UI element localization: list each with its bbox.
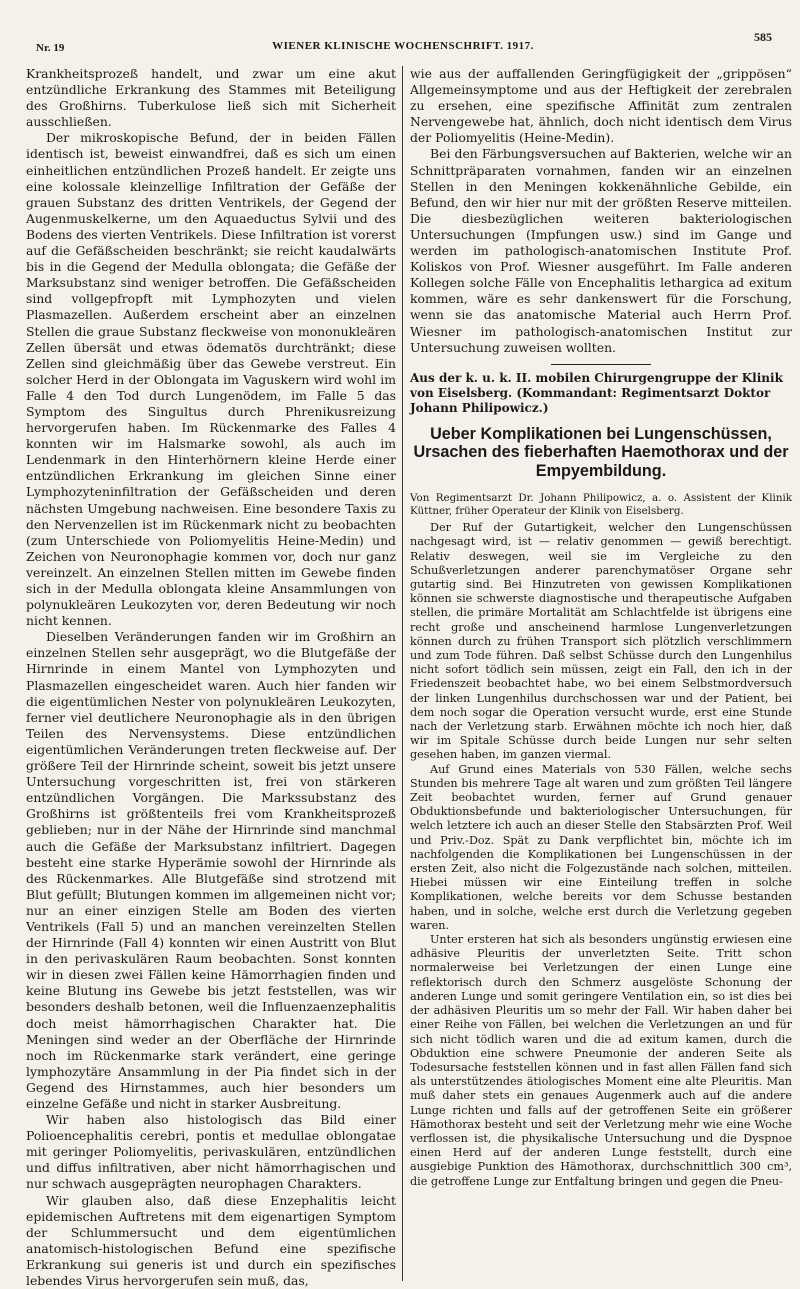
- paragraph: wie aus der auffallenden Geringfügigkeit der „grippösen“ Allgemeinsymptome und aus der Heftigkeit der zerebralen zu ersehen, eine spezifische Affinität zum zentralen Nervengewebe hat, ähnlich, doch nicht identisch dem Virus der Poliomyelitis (Heine-Medin).: [410, 66, 792, 146]
- paragraph: Auf Grund eines Materials von 530 Fällen, welche sechs Stunden bis mehrere Tage alt waren und zum größten Teil längere Zeit beobachtet wurden, ferner auf Grund genauer Obduktionsbefunde und bakteriologischer Untersuchungen, für welch letztere ich auch an dieser Stelle den Stabsärzten Prof. Weil und Priv.-Doz. Spät zu Dank verpflichtet bin, möchte ich im nachfolgenden die Komplikationen bei Lungenschüssen in der ersten Zeit, also nicht die Folgezustände nach solchen, mitteilen. Hiebei müssen wir eine Einteilung treffen in solche Komplikationen, welche bereits vor dem Schusse bestanden haben, und in solche, welche erst durch die Verletzung gegeben waren.: [410, 762, 792, 932]
- paragraph: Dieselben Veränderungen fanden wir im Großhirn an einzelnen Stellen sehr ausgeprägt, wo die Blutgefäße der Hirnrinde in einem Mantel von Lymphozyten und Plasmazellen eingescheidet waren. Auch hier fanden wir die eigentümlichen Nester von polynukleären Leukozyten, ferner viel deutlichere Neuronophagie als in den übrigen Teilen des Nervensystems. Diese entzündlichen eigentümlichen Veränderungen treten fleckweise auf. Der größere Teil der Hirnrinde scheint, soweit bis jetzt unsere Untersuchung vorgeschritten ist, frei von stärkeren entzündlichen Vorgängen. Die Markssubstanz des Großhirns ist größtenteils frei vom Krankheitsprozeß geblieben; nur in der Nähe der Hirnrinde sind manchmal auch die Gefäße der Marksubstanz infiltriert. Dagegen besteht eine starke Hyperämie sowohl der Hirnrinde als des Rückenmarkes. Alle Blutgefäße sind strotzend mit Blut gefüllt; Blutungen kommen im allgemeinen nicht vor; nur an einer einzigen Stelle am Boden des vierten Ventrikels (Fall 5) und an manchen vereinzelten Stellen der Hirnrinde (Fall 4) konnten wir einen Austritt von Blut in den perivaskulären Raum beobachten. Sonst konnten wir in diesen zwei Fällen keine Hämorrhagien finden und keine Blutung ins Gewebe bis jetzt feststellen, was wir besonders deshalb betonen, weil die Influenzaenzephalitis doch meist hämorrhagischen Charakter hat. Die Meningen sind weder an der Oberfläche der Hirnrinde noch im Rückenmarke stark verändert, eine geringe lymphozytäre Ansammlung in der Pia findet sich in der Gegend des Hirnstammes, auch hier besonders um einzelne Gefäße und nicht in starker Ausbreitung.: [26, 629, 396, 1111]
- paragraph: Unter ersteren hat sich als besonders ungünstig erwiesen eine adhäsive Pleuritis der unverletzten Seite. Tritt schon normalerweise bei Verletzungen der einen Lunge eine reflektorisch durch den Schmerz ausgelöste Schonung der anderen Lunge und somit geringere Ventilation ein, so ist dies bei der adhäsiven Pleuritis um so mehr der Fall. Wir haben daher bei einer Reihe von Fällen, bei welchen die Verletzungen an und für sich nicht tödlich waren und die ad exitum kamen, durch die Obduktion eine schwere Pneumonie der anderen Seite als Todesursache feststellen können und in fast allen Fällen fand sich als unterstützendes ätiologisches Moment eine alte Pleuritis. Man muß daher stets ein genaues Augenmerk auch auf die andere Lunge richten und falls auf der getroffenen Seite ein größerer Hämothorax besteht und seit der Verletzung mehr wie eine Woche verflossen ist, die physikalische Untersuchung und die Dyspnoe einen Herd auf der anderen Lunge feststellt, durch eine ausgiebige Punktion des Hämothorax, durchschnittlich 300 cm³, die getroffene Lunge zur Entfaltung bringen und gegen die Pneu-: [410, 933, 792, 1188]
- paragraph: Bei den Färbungsversuchen auf Bakterien, welche wir an Schnittpräparaten vornahmen, fanden wir an einzelnen Stellen in den Meningen kokkenähnliche Gebilde, ein Befund, den wir hier nur mit der größten Reserve mitteilen. Die diesbezüglichen weiteren bakteriologischen Untersuchungen (Impfungen usw.) sind im Gange und werden im pathologisch-anatomischen Institute Prof. Koliskos von Prof. Wiesner ausgeführt. Im Falle anderen Kollegen solche Fälle von Encephalitis lethargica ad exitum kommen, wäre es sehr dankenswert für die Forschung, wenn sie das anatomische Material auch Herrn Prof. Wiesner im pathologisch-anatomischen Institut zur Untersuchung zuweisen wollten.: [410, 146, 792, 355]
- page-number: 585: [754, 30, 772, 44]
- section-separator: [551, 364, 651, 365]
- text-columns: [26, 66, 792, 1289]
- issue-number: Nr. 19: [36, 42, 65, 54]
- paragraph: Der mikroskopische Befund, der in beiden Fällen identisch ist, beweist einwandfrei, daß es sich um einen einheitlichen entzündlichen Prozeß handelt. Er zeigte uns eine kolossale kleinzellige Infiltration der Gefäße der grauen Substanz des dritten Ventrikels, der Gegend der Augenmuskelkerne, um den Aquaeductus Sylvii und des Bodens des vierten Ventrikels. Diese Infiltration ist vorerst auf die Gefäßscheiden beschränkt; sie reicht kaudalwärts bis in die Gegend der Medulla oblongata; die Gefäße der Marksubstanz sind weniger betroffen. Die Gefäßscheiden sind vollgepfropft mit Lymphozyten und vielen Plasmazellen. Außerdem erscheint aber an einzelnen Stellen die graue Substanz fleckweise von mononukleären Zellen übersät und etwas ödematös durchtränkt; diese Zellen sind gleichmäßig über das Gewebe verstreut. Ein solcher Herd in der Oblongata im Vaguskern wird wohl im Falle 4 den Tod durch Lungenödem, im Falle 5 das Symptom des Singultus durch Phrenikusreizung hervorgerufen haben. Im Rückenmarke des Falles 4 konnten wir im Halsmarke sowohl, als auch im Lendenmark in den Hinterhörnern kleine Herde einer entzündlichen Erkrankung im gleichen Sinne einer Lymphozyteninfiltration der Gefäßscheiden und deren nächsten Umgebung nachweisen. Eine besondere Taxis zu den Nervenzellen ist im Rückenmark nicht zu beobachten (zum Unterschiede von Poliomyelitis Heine-Medin) und Zeichen von Neuronophagie kommen vor, doch nur ganz vereinzelt. An einzelnen Stellen mitten im Gewebe finden sich in der Medulla oblongata kleine Ansammlungen von polynukleären Leukozyten vor, deren Bedeutung wir noch nicht kennen.: [26, 130, 396, 629]
- article-byline: Von Regimentsarzt Dr. Johann Philipowicz, a. o. Assistent der Klinik Küttner, früher Operateur der Klinik von Eiselsberg.: [410, 492, 792, 517]
- paragraph: Wir glauben also, daß diese Enzephalitis leicht epidemischen Auftretens mit dem eigenartigen Symptom der Schlummersucht und dem eigentümlichen anatomisch-histologischen Befund eine spezifische Erkrankung sui generis ist und durch ein spezifisches lebendes Virus hervorgerufen sein muß, das,: [26, 1192, 396, 1289]
- section-header: Aus der k. u. k. II. mobilen Chirurgengruppe der Klinik von Eiselsberg. (Kommandant: Regimentsarzt Doktor Johann Philipowicz.): [410, 370, 783, 415]
- right-column: [410, 66, 792, 1281]
- article-title: Ueber Komplikationen bei Lungenschüssen, Ursachen des fieberhaften Haemothorax und der Empyembildung.: [413, 424, 789, 480]
- paragraph: Wir haben also histologisch das Bild einer Polioencephalitis cerebri, pontis et medullae oblongatae mit geringer Poliomyelitis, perivaskulären, entzündlichen und diffus infiltrativen, aber nicht hämorrhagischen und nur schwach ausgeprägten neurophagen Charakters.: [26, 1112, 396, 1192]
- paragraph: Krankheitsprozeß handelt, und zwar um eine akut entzündliche Erkrankung des Stammes mit Beteiligung des Großhirns. Tuberkulose ließ sich mit Sicherheit ausschließen.: [26, 66, 396, 130]
- journal-title: WIENER KLINISCHE WOCHENSCHRIFT. 1917.: [272, 40, 534, 52]
- left-column: [26, 66, 396, 1289]
- page-header: [26, 30, 780, 52]
- paragraph: Der Ruf der Gutartigkeit, welcher den Lungenschüssen nachgesagt wird, ist — relativ genommen — gewiß berechtigt. Relativ deswegen, weil sie im Vergleiche zu den Schußverletzungen anderer parenchymatöser Organe sehr gutartig sind. Bei Hinzutreten von gewissen Komplikationen können sie schwerste diagnostische und therapeutische Aufgaben stellen, die primäre Mortalität am Schlachtfelde ist übrigens eine recht große und anscheinend harmlose Lungenverletzungen können durch zu frühen Transport sich plötzlich verschlimmern und zum Tode führen. Daß selbst Schüsse durch den Lungenhilus nicht sofort tödlich sein müssen, zeigt ein Fall, den ich in der Friedenszeit beobachtet habe, wo bei einem Selbstmordversuch der linken Lungenhilus durchschossen war und der Patient, bei dem noch sogar die Operation versucht wurde, erst eine Stunde nach der Verletzung starb. Erwähnen möchte ich noch hier, daß wir im Spitale Schüsse durch beide Lungen nur sehr selten gesehen haben, im ganzen viermal.: [410, 521, 792, 762]
